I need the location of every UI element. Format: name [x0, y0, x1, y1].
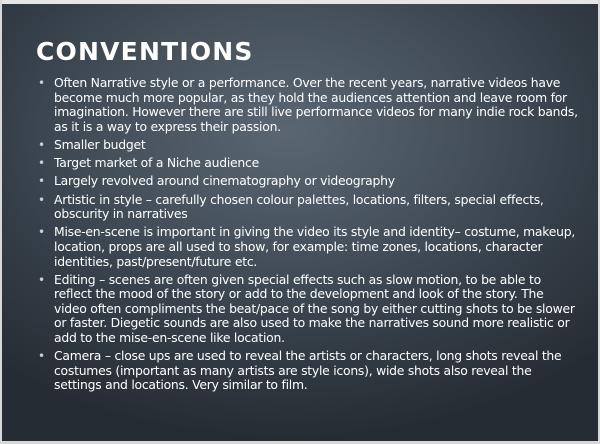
bullet-item-cinematography — [38, 174, 578, 189]
bullet-dot-icon: • — [38, 137, 45, 152]
bullet-text: Smaller budget — [54, 136, 146, 152]
bullet-dot-icon: • — [38, 349, 45, 364]
bullet-item-editing — [38, 273, 578, 346]
bullet-text: Mise-en-scene is important in giving the video its style and identity– costume, makeup, location, props are all used to show, for example: time zones, locations, character identities, past/present/future etc. — [54, 224, 576, 269]
bullet-dot-icon: • — [38, 156, 45, 171]
bullet-item-camera — [38, 349, 578, 393]
bullet-item-artistic-style — [38, 193, 578, 222]
bullet-list — [38, 76, 578, 397]
bullet-dot-icon: • — [38, 76, 45, 90]
bullet-dot-icon: • — [38, 192, 45, 207]
bullet-text: Editing – scenes are often given special effects such as slow motion, to be able to reflect the mood of the story or add to the development and look of the story. The video often compliments the beat/pace of the song by either cutting shots to be slower or faster. Diegetic sounds are also used to make the narratives sound more realistic or add to the mise-en-scene like location. — [54, 271, 575, 346]
bullet-text: Often Narrative style or a performance. Over the recent years, narrative videos have become much more popular, as they hold the audiences attention and leave room for imagination. However there are still live performance videos for many indie rock bands, as it is a way to express their passion. — [54, 75, 578, 134]
bullet-item-mise-en-scene — [38, 225, 578, 269]
bullet-text: Camera – close ups are used to reveal the artists or characters, long shots reveal the costumes (important as many artists are style icons), wide shots also reveal the settings and locations. Very similar to film. — [54, 348, 562, 393]
bullet-item-target-market — [38, 156, 578, 171]
bullet-item-budget — [38, 138, 578, 153]
bullet-text: Target market of a Niche audience — [54, 155, 259, 171]
slide-top-bar — [2, 0, 600, 4]
slide-title: CONVENTIONS — [36, 37, 254, 66]
bullet-dot-icon: • — [38, 174, 45, 189]
bullet-dot-icon: • — [38, 272, 45, 287]
bullet-item-narrative-style — [38, 76, 578, 134]
bullet-text: Artistic in style – carefully chosen colour palettes, locations, filters, special effects, obscurity in narratives — [54, 191, 544, 222]
bullet-text: Largely revolved around cinematography or videography — [54, 173, 395, 189]
bullet-dot-icon: • — [38, 225, 45, 240]
